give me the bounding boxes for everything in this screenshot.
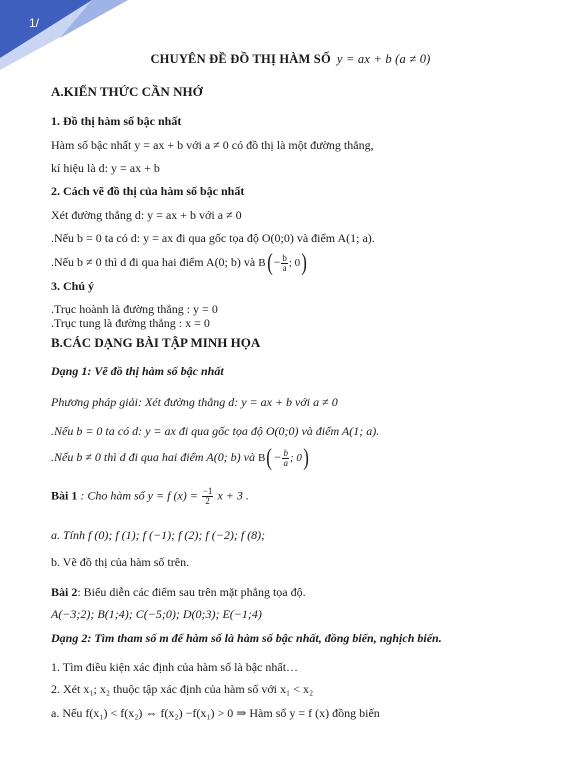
d2-line3: a. Nếu f(x₁) < f(x₂) ⇔ f(x₂) −f(x₁) > 0 ⇒ Hàm số y = f (x) đồng biến [51,706,380,720]
s2-line2: .Nếu b = 0 ta có d: y = ax đi qua gốc tọa độ O(0;0) và điểm A(1; a). [51,231,375,245]
d1-line3-text: .Nếu b ≠ 0 thì d đi qua hai điểm A(0; b) và [51,449,256,464]
s3-line1: .Trục hoành là đường thẳng : y = 0 [51,302,218,316]
s2-line3: .Nếu b ≠ 0 thì d đi qua hai điểm A(0; b) và B(− $\frac{b}{a}$ ; 0) [51,250,307,276]
b1-tail: x + 3 . [217,488,249,503]
paren-close: ) [301,250,307,276]
d1-line2: .Nếu b = 0 ta có d: y = ax đi qua gốc tọa độ O(0;0) và điểm A(1; a). [51,424,380,438]
s2-title: 2. Cách vẽ đồ thị của hàm số bậc nhất [51,184,245,198]
d2-line1: 1. Tìm điều kiện xác định của hàm số là bậc nhất… [51,660,299,674]
fraction-b-over-a-2: $\frac{b}{a}$ [283,447,288,468]
s2-line3-text: .Nếu b ≠ 0 thì d đi qua hai điểm A(0; b) và [51,254,256,269]
title-equation: y = ax + b (a ≠ 0) [336,52,431,66]
d2-title: Dạng 2: Tìm tham số m để hàm số là hàm số bậc nhất, đồng biến, nghịch biến. [51,631,442,645]
paren-open: ( [266,250,273,276]
page-title [0,52,581,67]
point-b-label-2: B [258,451,266,464]
b1-part-a: a. Tính f (0); f (1); f (−1); f (2); f (−2); f (8); [51,528,266,542]
fraction-b-over-a: $\frac{b}{a}$ [282,252,287,273]
s3-title: 3. Chú ý [51,279,95,293]
section-a-heading: A.KIẾN THỨC CẦN NHỚ [51,84,203,99]
b1-text: : Cho hàm số y = f (x) = [80,488,198,503]
d1-line1: Phương pháp giải: Xét đường thẳng d: y = ax + b với a ≠ 0 [51,395,338,409]
section-b-heading: B.CÁC DẠNG BÀI TẬP MINH HỌA [51,335,261,350]
b2-text: : Biểu diễn các điểm sau trên mặt phẳng tọa độ. [77,585,306,599]
b2-line [51,585,306,599]
d1-line3: .Nếu b ≠ 0 thì d đi qua hai điểm A(0; b) và B(− $\frac{b}{a}$ ; 0) [51,445,309,471]
fraction-tail-2: ; 0 [289,451,302,464]
b2-label: Bài 2 [51,585,78,599]
b1-line [51,487,249,506]
b1-fraction: $\frac{-1}{2}$ [202,486,213,506]
fraction-tail: ; 0 [288,256,301,269]
paren-open-2: ( [266,445,273,471]
s1-line2: kí hiệu là d: y = ax + b [51,161,160,175]
d1-title: Dạng 1: Vẽ đồ thị hàm số bậc nhất [51,364,224,378]
s1-title: 1. Đồ thị hàm số bậc nhất [51,114,182,128]
b2-points: A(−3;2); B(1;4); C(−5;0); D(0;3); E(−1;4) [51,607,262,621]
page-number: 1/ [29,16,40,30]
b1-label: Bài 1 [51,488,78,503]
d2-line2: 2. Xét x₁; x₂ thuộc tập xác định của hàm số với x₁ < x₂ [51,682,314,696]
b1-part-b: b. Vẽ đồ thị của hàm số trên. [51,555,190,569]
s2-line1: Xét đường thẳng d: y = ax + b với a ≠ 0 [51,208,242,222]
point-b-label: B [258,256,266,269]
s3-line2: .Trục tung là đường thẳng : x = 0 [51,316,210,330]
title-text: CHUYÊN ĐỀ ĐỒ THỊ HÀM SỐ [150,52,331,66]
paren-close-2: ) [303,445,309,471]
s1-line1: Hàm số bậc nhất y = ax + b với a ≠ 0 có đồ thị là một đường thẳng, [51,138,374,152]
